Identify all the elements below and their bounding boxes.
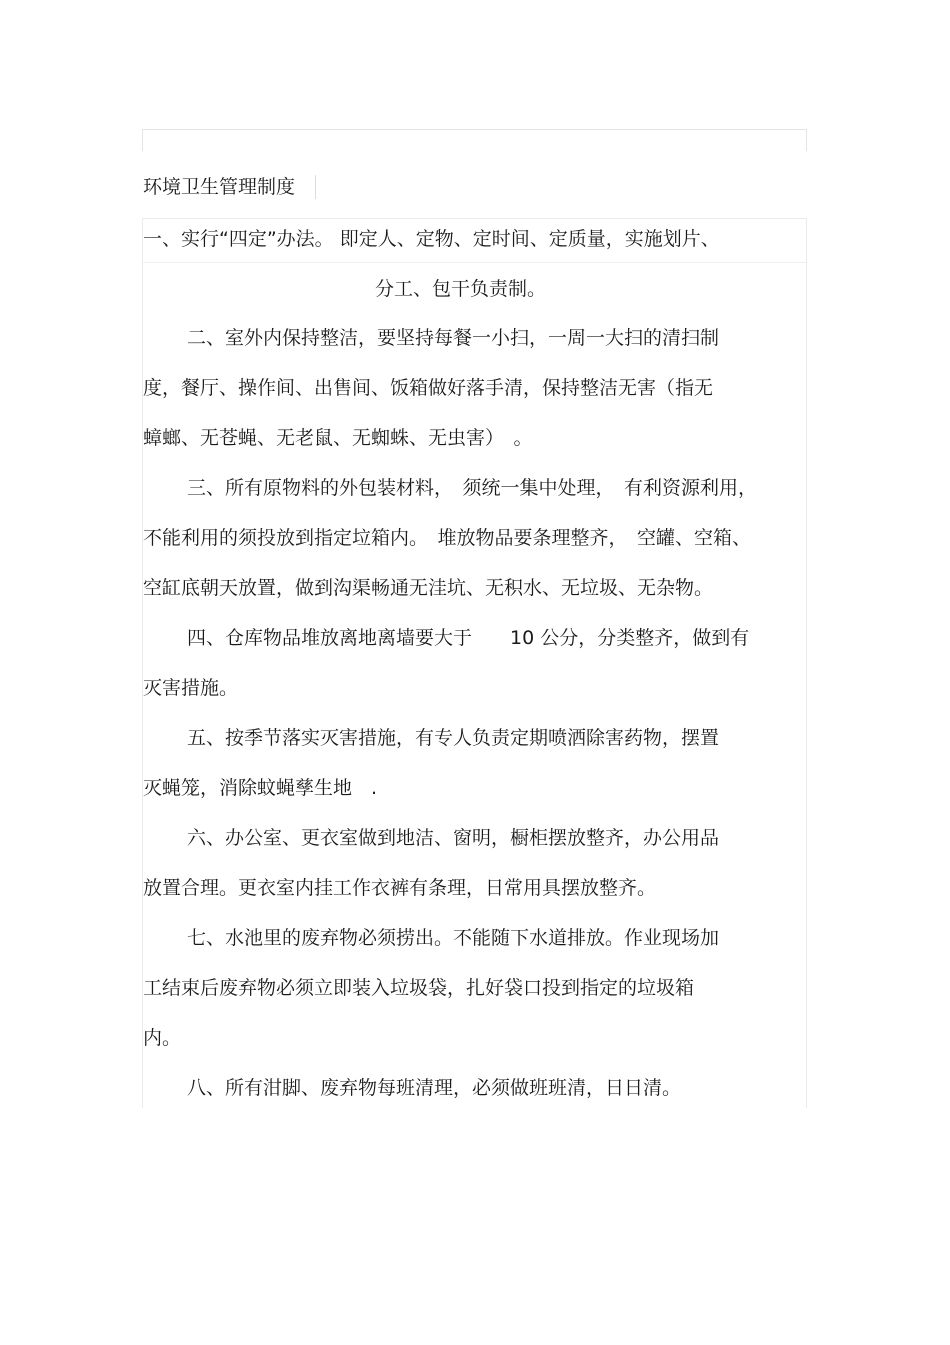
table-border-right bbox=[806, 218, 807, 1108]
rule-4-line-2: 灭害措施。 bbox=[143, 677, 239, 699]
rule-1-line-1: 一、实行“四定”办法。 即定人、定物、定时间、定质量，实施划片、 bbox=[143, 228, 720, 250]
rule-4-line-1: 四、仓库物品堆放离地离墙要大于 10 公分，分类整齐，做到有 bbox=[187, 627, 750, 649]
rule-5-line-2: 灭蝇笼，消除蚊蝇孳生地 . bbox=[143, 777, 378, 799]
rule-2-line-3: 蟑螂、无苍蝇、无老鼠、无蜘蛛、无虫害） 。 bbox=[143, 427, 533, 449]
rule-2-line-2: 度，餐厅、操作间、出售间、饭箱做好落手清，保持整洁无害（指无 bbox=[143, 377, 714, 399]
rule-6-line-2: 放置合理。更衣室内挂工作衣裤有条理，日常用具摆放整齐。 bbox=[143, 877, 657, 899]
table-border-top bbox=[142, 129, 807, 130]
rule-3-line-2: 不能利用的须投放到指定垃箱内。 堆放物品要条理整齐， 空罐、空箱、 bbox=[143, 527, 752, 549]
rule-7-line-1: 七、水池里的废弃物必须捞出。不能随下水道排放。作业现场加 bbox=[187, 927, 720, 949]
table-border-left bbox=[142, 129, 143, 151]
rule-1-line-2: 分工、包干负责制。 bbox=[375, 278, 547, 300]
rule-3-line-3: 空缸底朝天放置，做到沟渠畅通无洼坑、无积水、无垃圾、无杂物。 bbox=[143, 577, 714, 599]
rule-2-line-1: 二、室外内保持整洁，要坚持每餐一小扫，一周一大扫的清扫制 bbox=[187, 327, 720, 349]
rule-5-line-1: 五、按季节落实灭害措施，有专人负责定期喷洒除害药物，摆置 bbox=[187, 727, 720, 749]
rule-8-line-1: 八、所有泔脚、废弃物每班清理，必须做班班清，日日清。 bbox=[187, 1077, 682, 1099]
rule-7-line-3: 内。 bbox=[143, 1027, 182, 1049]
rule-3-line-1: 三、所有原物料的外包装材料， 须统一集中处理， 有利资源利用， bbox=[187, 477, 758, 499]
table-border-right bbox=[806, 129, 807, 151]
rule-7-line-2: 工结束后废弃物必须立即装入垃圾袋，扎好袋口投到指定的垃圾箱 bbox=[143, 977, 695, 999]
table-row-divider bbox=[142, 262, 807, 263]
table-row-divider bbox=[142, 218, 807, 219]
document-title: 环境卫生管理制度 bbox=[143, 176, 296, 198]
title-cell-divider bbox=[315, 175, 316, 199]
rule-6-line-1: 六、办公室、更衣室做到地洁、窗明，橱柜摆放整齐，办公用品 bbox=[187, 827, 720, 849]
